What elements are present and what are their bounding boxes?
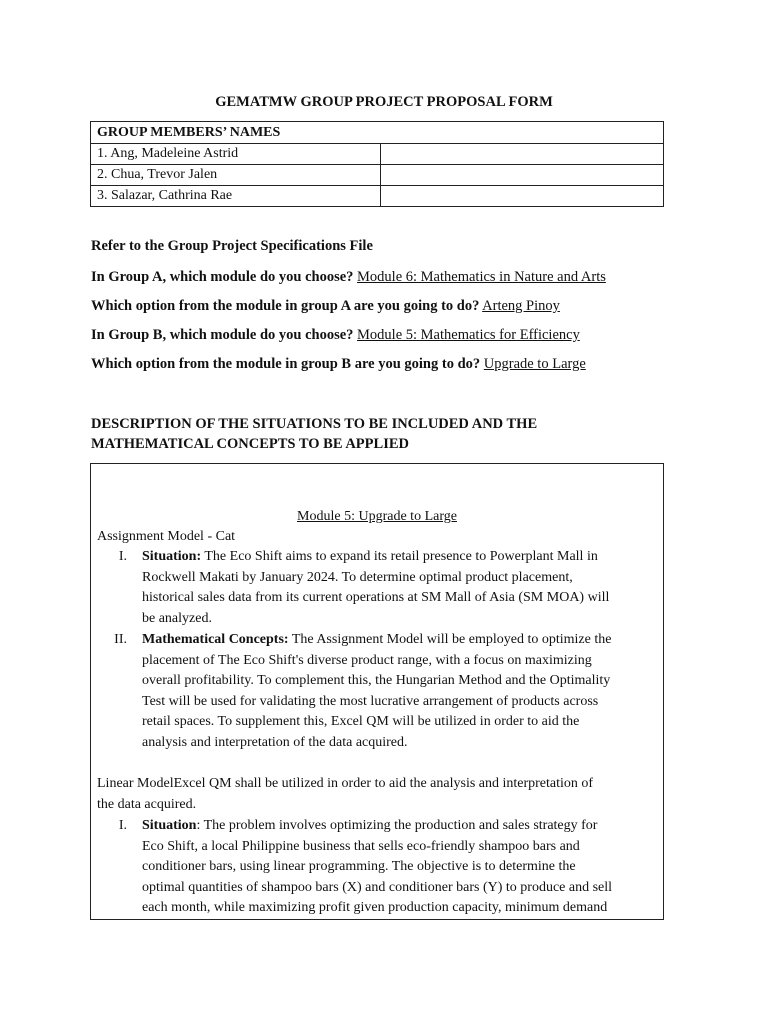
form-title: GEMATMW GROUP PROJECT PROPOSAL FORM [215,94,553,110]
member-name: 3. Salazar, Cathrina Rae [91,186,381,207]
group-members-table [90,121,664,207]
list-numeral: II. [114,632,127,647]
question-label: In Group B, which module do you choose? [91,327,354,343]
question-label: In Group A, which module do you choose? [91,269,354,285]
question-label: Which option from the module in group B are you going to do? [91,356,481,372]
question-answer: Arteng Pinoy [482,298,560,314]
description-box: Module 5: Upgrade to Large Assignment Model - Cat I. Situation: The Eco Shift aims to expand its retail presence to Powerplant Mall in Rockwell Makati by January 2024. To determine optimal product placement, historical sales data from its current operations at SM Mall of Asia (SM MOA) will be analyzed. II. Mathematical Concepts: The Assignment Model will be employed to optimize the placement of The Eco Shift's diverse product range, with a focus on maximizing overall profitability. To complement this, the Hungarian Method and the Optimality Test will be used for validating the most lucrative arrangement of products across retail spaces. To supplement this, Excel QM will be utilized in order to aid the analysis and interpretation of the data acquired. Linear ModelExcel QM shall be utilized in order to aid the analysis and interpretation of the data acquired. I. Situation: The problem involves optimizing the production and sales strategy for Eco Shift, a local Philippine business that sells eco-friendly shampoo bars and conditioner bars, using linear programming. The objective is to determine the optimal quantities of shampoo bars (X) and conditioner bars (Y) to produce and sell each month, while maximizing profit given production capacity, minimum demand [90,463,664,920]
member-extra-cell [381,144,664,165]
member-name: 1. Ang, Madeleine Astrid [91,144,381,165]
members-header: GROUP MEMBERS’ NAMES [91,122,664,144]
question-answer: Module 5: Mathematics for Efficiency [357,327,580,343]
table-row [91,186,664,207]
question-answer: Module 6: Mathematics in Nature and Arts [357,269,606,285]
refer-note: Refer to the Group Project Specifications File [91,238,373,254]
section-heading: DESCRIPTION OF THE SITUATIONS TO BE INCLUDED AND THE MATHEMATICAL CONCEPTS TO BE APPLIED [91,416,538,452]
linear-model-heading: Linear ModelExcel QM shall be utilized in order to aid the analysis and interpretation of the data acquired. [97,776,594,812]
table-row [91,165,664,186]
question-answer: Upgrade to Large [483,356,586,372]
member-extra-cell [381,165,664,186]
table-row [91,144,664,165]
member-extra-cell [381,186,664,207]
assignment-model-heading: Assignment Model - Cat [97,529,236,544]
table-header-row [91,122,664,144]
question-group-a-module [91,269,606,286]
question-group-a-option [91,298,560,315]
list-numeral: I. [118,818,127,833]
question-group-b-module [91,327,580,344]
list-numeral: I. [118,549,127,564]
member-name: 2. Chua, Trevor Jalen [91,165,381,186]
question-label: Which option from the module in group A are you going to do? [91,298,480,314]
question-group-b-option [91,356,586,373]
module-title: Module 5: Upgrade to Large [297,509,457,524]
